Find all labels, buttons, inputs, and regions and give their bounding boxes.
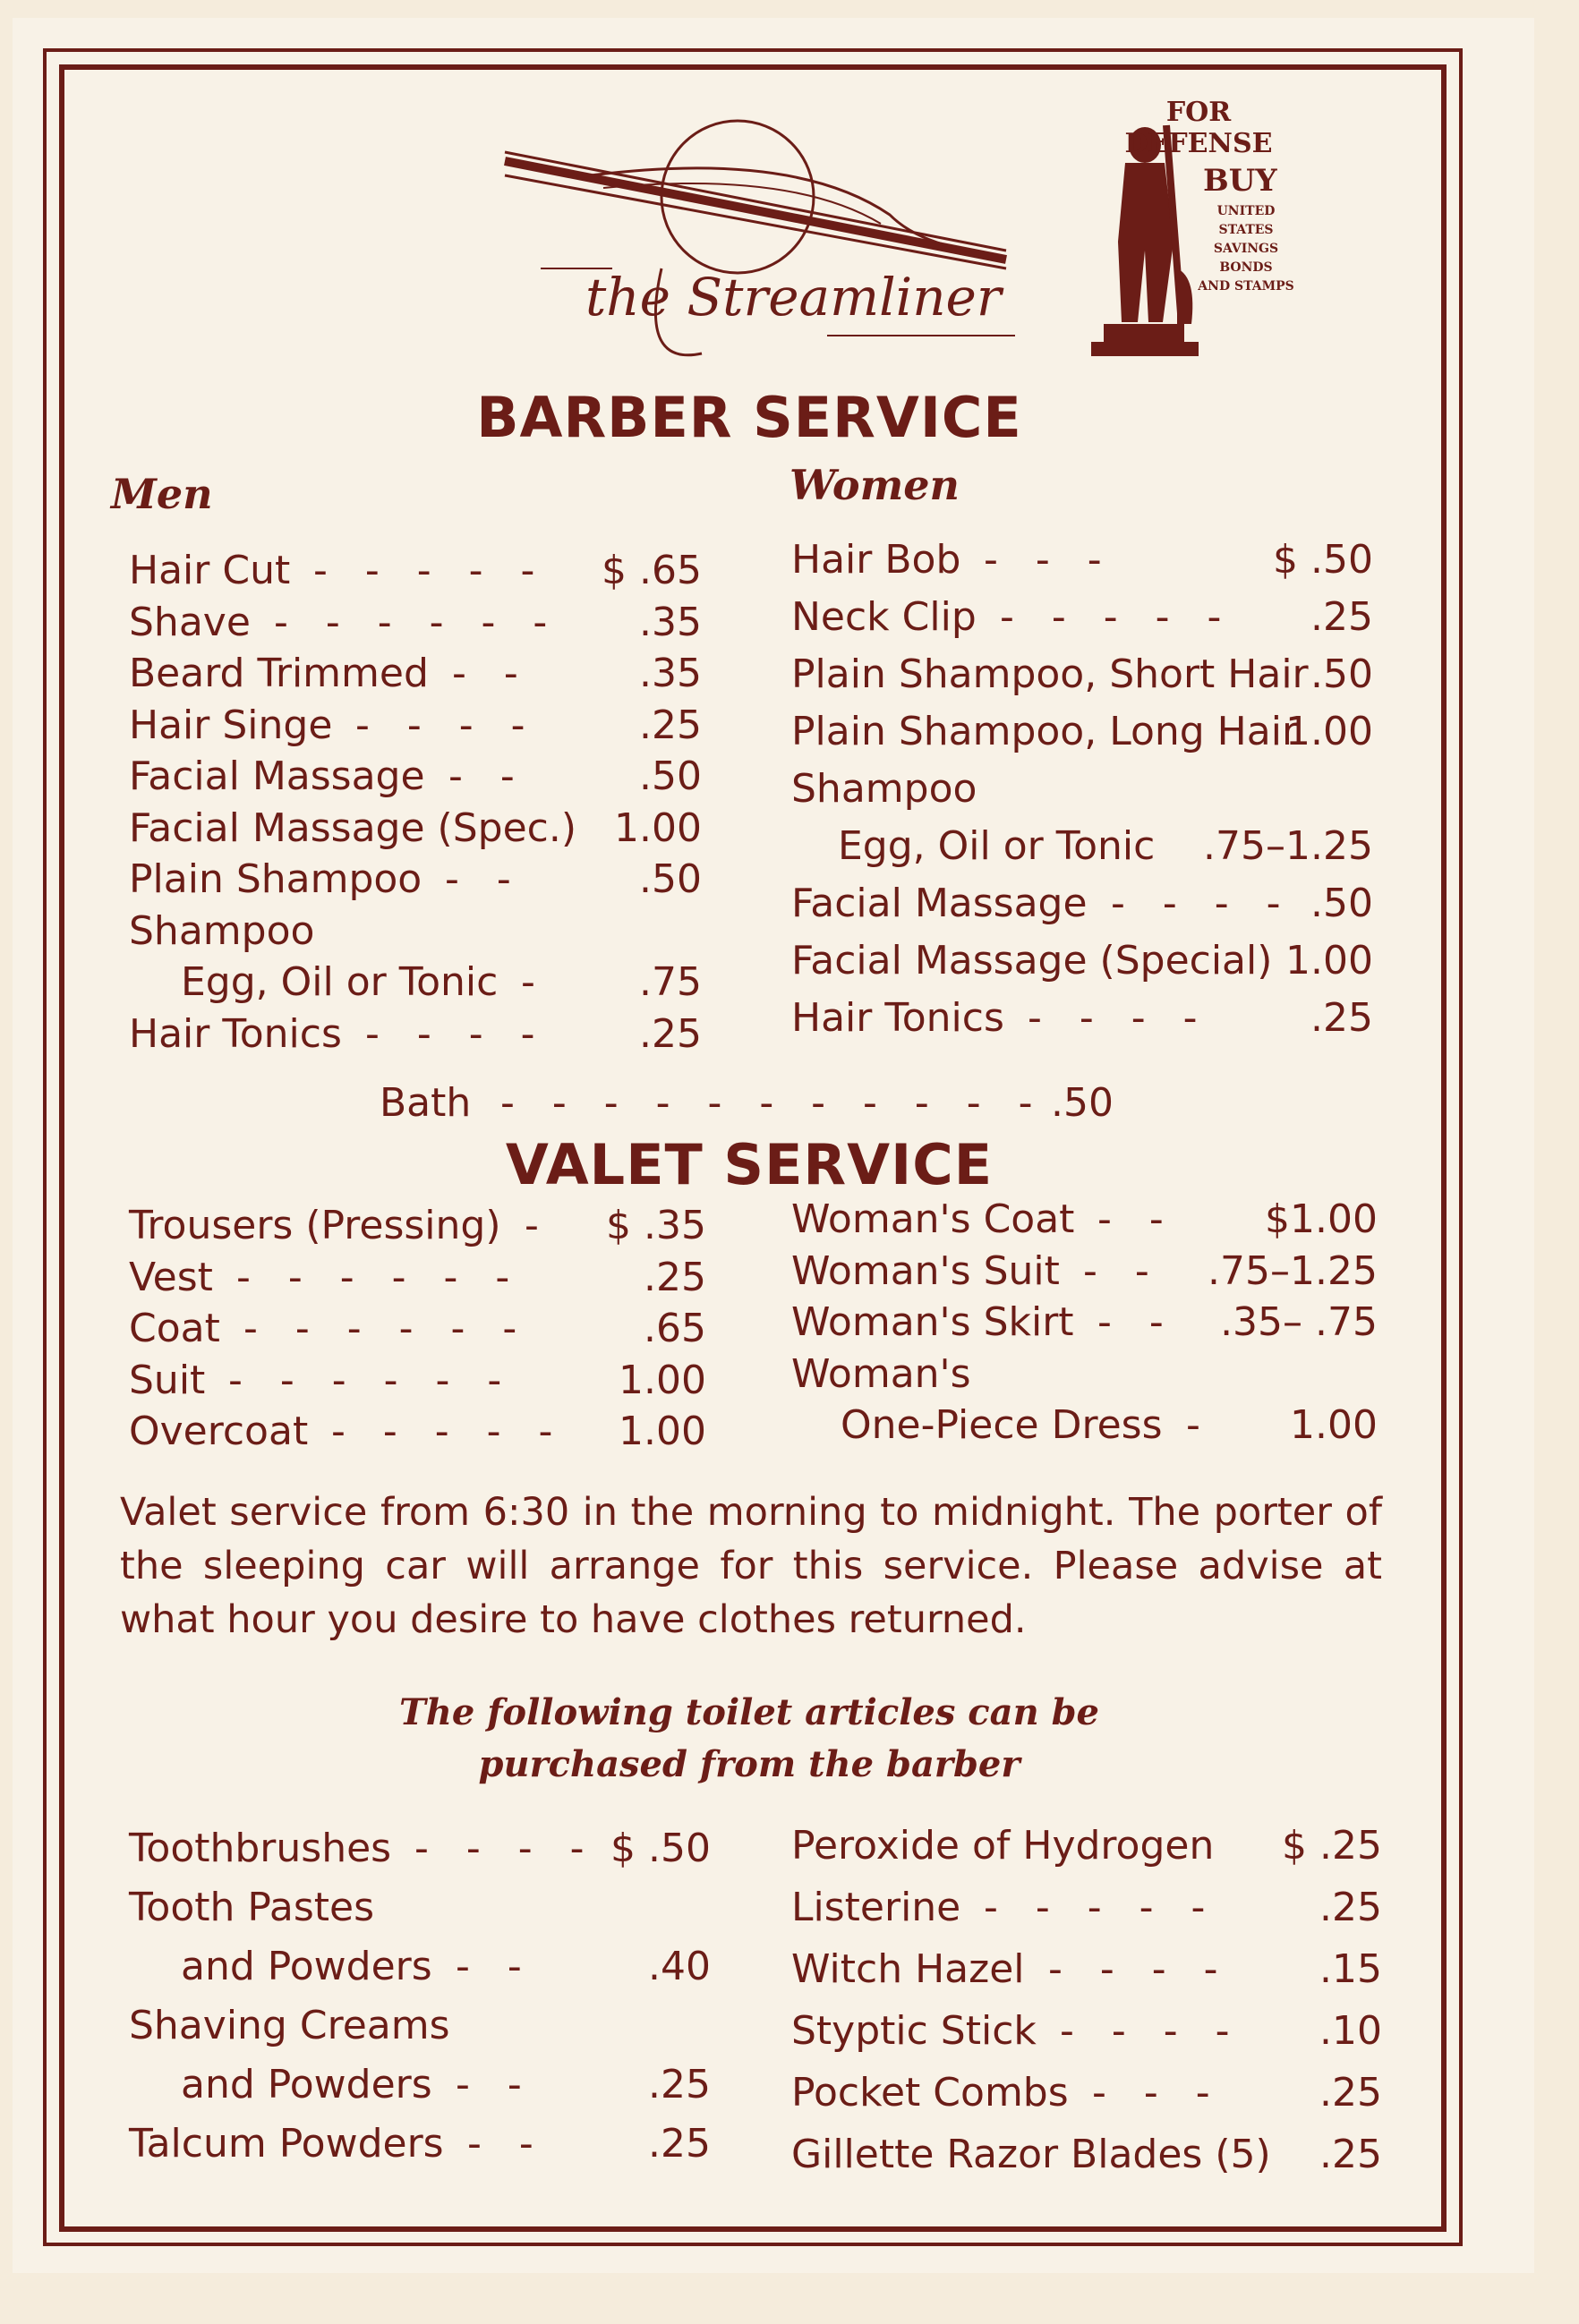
price-value: .25 bbox=[639, 702, 702, 748]
price-row bbox=[791, 1821, 1382, 1871]
price-label: Tooth Pastes bbox=[129, 1885, 375, 1930]
price-value: .35 bbox=[639, 599, 702, 645]
price-row bbox=[129, 1942, 711, 1992]
menu-card bbox=[13, 18, 1534, 2273]
price-value: .75 bbox=[639, 959, 702, 1005]
price-label: Hair Tonics bbox=[791, 995, 1004, 1041]
price-row bbox=[129, 1253, 706, 1303]
bath-row bbox=[380, 1078, 1114, 1128]
price-label: One-Piece Dress bbox=[841, 1402, 1163, 1448]
price-value: .50 bbox=[639, 753, 702, 799]
dot-leader: - bbox=[521, 959, 548, 1005]
price-label: Shampoo bbox=[791, 766, 977, 812]
price-row bbox=[791, 2006, 1382, 2056]
price-row bbox=[791, 879, 1373, 929]
price-label: Egg, Oil or Tonic bbox=[181, 959, 499, 1005]
dot-leader: - - - - bbox=[355, 702, 538, 748]
dot-leader: - - - - - bbox=[1000, 594, 1234, 640]
price-value: .25 bbox=[648, 2121, 711, 2167]
price-label: Talcum Powders bbox=[129, 2121, 444, 2167]
price-label: Facial Massage bbox=[791, 881, 1088, 926]
price-value: .10 bbox=[1319, 2008, 1382, 2054]
dot-leader: - - - - bbox=[1048, 1946, 1231, 1992]
toilet-articles-heading-line1: The following toilet articles can be bbox=[399, 1691, 1099, 1733]
price-row bbox=[129, 649, 702, 699]
price-label: Facial Massage (Special) bbox=[791, 938, 1273, 983]
price-value: 1.00 bbox=[619, 1357, 706, 1403]
price-value: .25 bbox=[1310, 594, 1373, 640]
price-label: Vest bbox=[129, 1254, 213, 1300]
price-row bbox=[791, 1349, 1378, 1400]
dot-leader: - - - - - - bbox=[236, 1254, 523, 1300]
price-label: Hair Bob bbox=[791, 537, 961, 583]
price-row bbox=[129, 1824, 711, 1874]
price-value: 1.00 bbox=[614, 804, 702, 851]
price-value: .25 bbox=[1319, 2070, 1382, 2115]
price-value: .15 bbox=[1319, 1946, 1382, 1992]
price-row bbox=[129, 2119, 711, 2169]
defense-stamp-sub: UNITED STATES SAVINGS BONDS AND STAMPS bbox=[1198, 204, 1294, 294]
price-row bbox=[129, 1009, 702, 1060]
price-row bbox=[129, 1201, 706, 1251]
dot-leader: - - - - - - bbox=[274, 599, 560, 645]
price-row bbox=[129, 752, 702, 802]
price-row bbox=[791, 821, 1373, 872]
dot-leader: - - - - bbox=[414, 1826, 597, 1871]
price-value: .25 bbox=[644, 1254, 706, 1300]
price-row bbox=[129, 2060, 711, 2110]
price-value: $1.00 bbox=[1265, 1196, 1378, 1242]
price-label: Shampoo bbox=[129, 907, 315, 954]
price-row bbox=[129, 855, 702, 905]
price-row bbox=[791, 993, 1373, 1043]
dot-leader: - - bbox=[452, 651, 531, 696]
price-label: and Powders bbox=[181, 1944, 432, 1989]
price-label: and Powders bbox=[181, 2062, 432, 2107]
dot-leader: - bbox=[525, 1203, 551, 1248]
dot-leader: - - - - - - - - - - - bbox=[500, 1080, 1046, 1126]
price-label: Neck Clip bbox=[791, 594, 977, 640]
price-label: Peroxide of Hydrogen bbox=[791, 1823, 1215, 1869]
dot-leader: - - bbox=[445, 856, 524, 902]
dot-leader: - bbox=[1186, 1402, 1213, 1448]
valet-note: Valet service from 6:30 in the morning to midnight. The porter of the sleeping car will arrange for this service. Please advise at what hour you desire to have clothes returned. bbox=[120, 1490, 1382, 1642]
price-row bbox=[791, 936, 1373, 986]
price-value: $ .25 bbox=[1282, 1823, 1382, 1869]
price-row bbox=[129, 907, 702, 957]
price-value: $ .35 bbox=[606, 1203, 706, 1248]
price-label: Pocket Combs bbox=[791, 2070, 1069, 2115]
dot-leader: - - bbox=[448, 753, 527, 799]
price-label: Hair Cut bbox=[129, 548, 291, 593]
price-label: Toothbrushes bbox=[129, 1826, 392, 1871]
price-value: .25 bbox=[639, 1010, 702, 1057]
women-heading: Women bbox=[790, 461, 960, 509]
price-value: .50 bbox=[1310, 651, 1373, 697]
men-heading: Men bbox=[111, 470, 213, 518]
barber-service-heading: BARBER SERVICE bbox=[476, 385, 1022, 450]
price-value: .75–1.25 bbox=[1203, 823, 1373, 869]
price-label: Trousers (Pressing) bbox=[129, 1203, 501, 1248]
price-label: Coat bbox=[129, 1306, 220, 1351]
price-row bbox=[791, 2068, 1382, 2118]
price-row bbox=[791, 2130, 1382, 2180]
dot-leader: - - - bbox=[984, 537, 1114, 583]
dot-leader: - - - - - - bbox=[228, 1357, 515, 1403]
streamliner-wordmark: the Streamliner bbox=[585, 267, 1002, 328]
price-row bbox=[129, 546, 702, 596]
dot-leader: - - bbox=[467, 2121, 546, 2167]
price-value: .40 bbox=[648, 1944, 711, 1989]
price-label: Witch Hazel bbox=[791, 1946, 1025, 1992]
dot-leader: - - - - bbox=[1111, 881, 1293, 926]
price-value: $ .50 bbox=[1273, 537, 1373, 583]
price-label: Woman's Suit bbox=[791, 1247, 1060, 1294]
price-value: $ .65 bbox=[602, 548, 702, 593]
price-value: 1.00 bbox=[1290, 1402, 1378, 1448]
dot-leader: - - bbox=[1097, 1299, 1176, 1345]
price-row bbox=[791, 764, 1373, 814]
price-row bbox=[791, 1298, 1378, 1348]
dot-leader: - - bbox=[1083, 1247, 1162, 1294]
price-row bbox=[129, 1407, 706, 1457]
price-row bbox=[129, 1356, 706, 1406]
price-value: .25 bbox=[1310, 995, 1373, 1041]
valet-service-heading: VALET SERVICE bbox=[505, 1132, 994, 1197]
price-label: Woman's Coat bbox=[791, 1196, 1075, 1242]
price-value: .35 bbox=[639, 651, 702, 696]
price-label: Listerine bbox=[791, 1885, 961, 1930]
price-label: Plain Shampoo bbox=[129, 856, 422, 902]
defense-stamp-title: FOR DEFENSE bbox=[1124, 97, 1273, 159]
price-value: $ .50 bbox=[610, 1826, 711, 1871]
price-row bbox=[129, 2001, 711, 2051]
price-row bbox=[129, 804, 702, 854]
price-value: .25 bbox=[648, 2062, 711, 2107]
dot-leader: - - - bbox=[1092, 2070, 1223, 2115]
price-row bbox=[791, 1247, 1378, 1297]
price-label: Shaving Creams bbox=[129, 2003, 450, 2048]
price-row bbox=[129, 1883, 711, 1933]
dot-leader: - - bbox=[1097, 1196, 1176, 1242]
price-label: Woman's Skirt bbox=[791, 1299, 1074, 1345]
price-value: .50 bbox=[1051, 1080, 1114, 1126]
streamliner-train-logo bbox=[469, 98, 1024, 385]
price-row bbox=[791, 1195, 1378, 1245]
price-label: Beard Trimmed bbox=[129, 651, 429, 696]
price-row bbox=[791, 707, 1373, 757]
price-value: .25 bbox=[1319, 1885, 1382, 1930]
price-row bbox=[129, 958, 702, 1008]
price-value: .65 bbox=[644, 1306, 706, 1351]
price-value: .75–1.25 bbox=[1208, 1247, 1378, 1294]
price-label: Egg, Oil or Tonic bbox=[838, 823, 1156, 869]
price-row bbox=[791, 535, 1373, 585]
dot-leader: - - - - - bbox=[313, 548, 548, 593]
price-value: 1.00 bbox=[1285, 709, 1373, 754]
price-row bbox=[129, 1304, 706, 1354]
price-label: Hair Singe bbox=[129, 702, 333, 748]
price-label: Gillette Razor Blades (5) bbox=[791, 2132, 1271, 2177]
price-label: Woman's bbox=[791, 1350, 971, 1397]
price-row bbox=[129, 598, 702, 648]
price-label: Styptic Stick bbox=[791, 2008, 1037, 2054]
price-row bbox=[129, 701, 702, 751]
dot-leader: - - bbox=[456, 1944, 534, 1989]
price-row bbox=[791, 650, 1373, 700]
price-label: Plain Shampoo, Short Hair bbox=[791, 651, 1309, 697]
price-row bbox=[791, 1400, 1378, 1451]
price-value: .35– .75 bbox=[1220, 1299, 1378, 1345]
price-label: Hair Tonics bbox=[129, 1010, 342, 1057]
dot-leader: - - - - - bbox=[331, 1409, 566, 1454]
price-label: Plain Shampoo, Long Hair bbox=[791, 709, 1299, 754]
toilet-articles-heading-line2: purchased from the barber bbox=[478, 1743, 1020, 1785]
price-value: 1.00 bbox=[619, 1409, 706, 1454]
price-value: .50 bbox=[639, 856, 702, 902]
price-value: 1.00 bbox=[1285, 938, 1373, 983]
price-label: Shave bbox=[129, 599, 251, 645]
dot-leader: - - - - bbox=[1060, 2008, 1242, 2054]
dot-leader: - - bbox=[456, 2062, 534, 2107]
price-label: Overcoat bbox=[129, 1409, 309, 1454]
price-row bbox=[791, 1883, 1382, 1933]
price-row bbox=[791, 592, 1373, 643]
price-value: .50 bbox=[1310, 881, 1373, 926]
price-label: Bath bbox=[380, 1080, 472, 1126]
dot-leader: - - - - bbox=[365, 1010, 548, 1057]
price-row bbox=[791, 1945, 1382, 1995]
dot-leader: - - - - - bbox=[984, 1885, 1218, 1930]
defense-stamp-buy: BUY bbox=[1203, 163, 1277, 199]
price-label: Facial Massage (Spec.) bbox=[129, 804, 576, 851]
dot-leader: - - - - - - bbox=[243, 1306, 530, 1351]
price-label: Facial Massage bbox=[129, 753, 425, 799]
price-value: .25 bbox=[1319, 2132, 1382, 2177]
price-label: Suit bbox=[129, 1357, 206, 1403]
dot-leader: - - - - bbox=[1028, 995, 1210, 1041]
